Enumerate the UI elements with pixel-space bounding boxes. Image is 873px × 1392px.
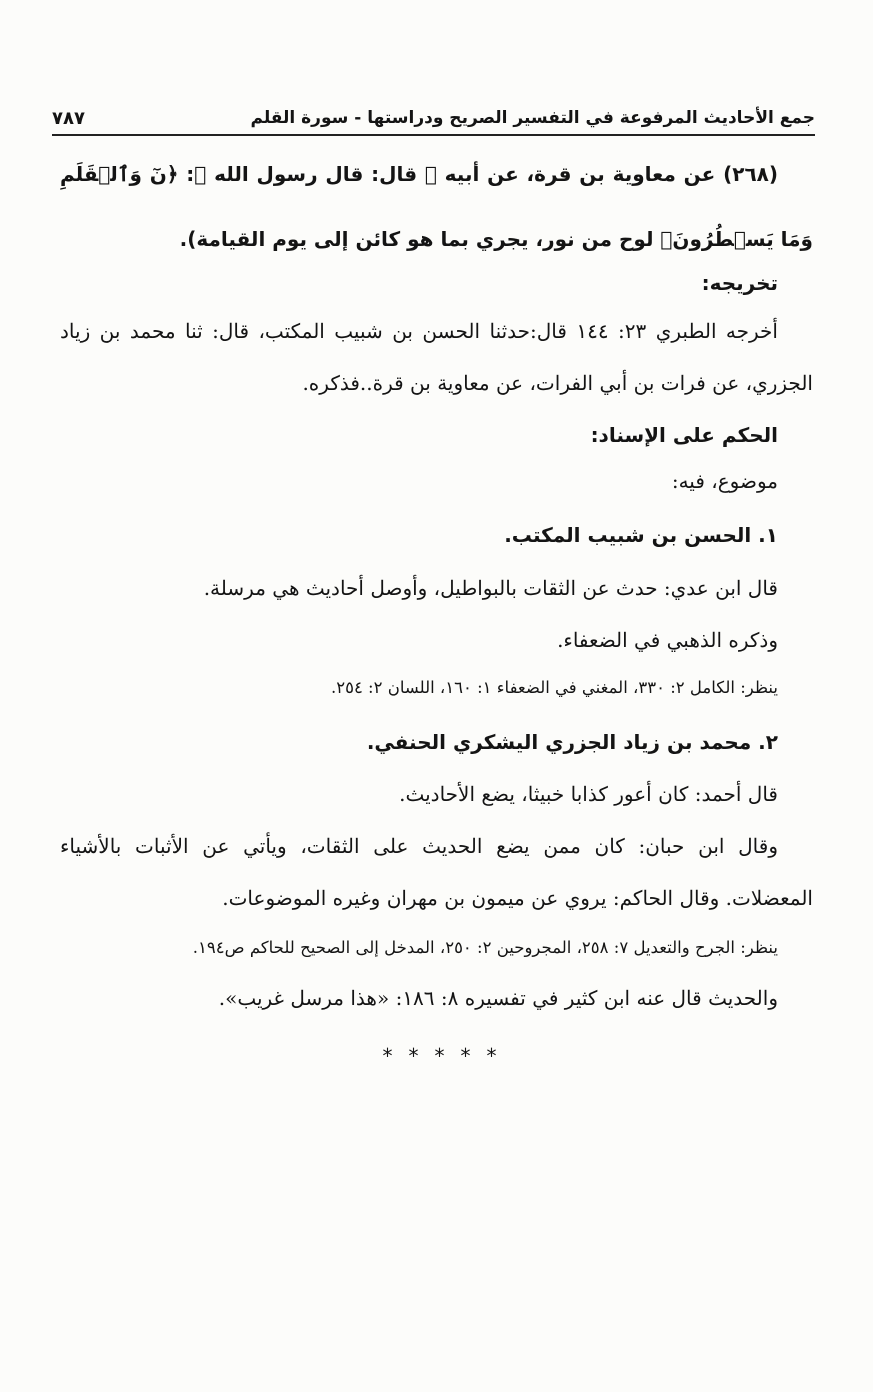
ibn-kathir-quote: والحديث قال عنه ابن كثير في تفسيره ٨: ١٨٦: «هذا مرسل غريب». xyxy=(218,986,778,1010)
page-number: ٧٨٧ xyxy=(52,107,85,129)
ahmad-quote: قال أحمد: كان أعور كذابا خبيثا، يضع الأحاديث. xyxy=(399,782,778,806)
ibn-adi-quote: قال ابن عدي: حدث عن الثقات بالبواطيل، وأوصل أحاديث هي مرسلة. xyxy=(203,576,778,600)
running-header xyxy=(52,102,815,136)
hadith-text-line-2: وَمَا يَسۡطُرُونَ﴾ لوح من نور، يجري بما هو كائن إلى يوم القيامة). xyxy=(179,227,813,251)
header-title: جمع الأحاديث المرفوعة في التفسير الصريح ودراستها - سورة القلم xyxy=(250,108,815,128)
narrator-2: ٢. محمد بن زياد الجزري اليشكري الحنفي. xyxy=(366,730,778,754)
takhrij-heading: تخريجه: xyxy=(701,271,778,295)
reference-2: ينظر: الجرح والتعديل ٧: ٢٥٨، المجروحين ٢: ٢٥٠، المدخل إلى الصحيح للحاكم ص١٩٤. xyxy=(192,938,778,957)
hukm-heading: الحكم على الإسناد: xyxy=(590,423,778,447)
dhahabi-text: وذكره الذهبي في الضعفاء. xyxy=(557,628,778,652)
section-separator: ***** xyxy=(382,1044,513,1068)
reference-1: ينظر: الكامل ٢: ٣٣٠، المغني في الضعفاء ١: ١٦٠، اللسان ٢: ٢٥٤. xyxy=(330,678,778,697)
ibn-hibban-line-2: المعضلات. وقال الحاكم: يروي عن ميمون بن مهران وغيره الموضوعات. xyxy=(222,886,813,910)
grading-text: موضوع، فيه: xyxy=(671,469,778,493)
narrator-1: ١. الحسن بن شبيب المكتب. xyxy=(504,523,778,547)
takhrij-line-2: الجزري، عن فرات بن أبي الفرات، عن معاوية بن قرة..فذكره. xyxy=(302,371,813,395)
takhrij-line-1: أخرجه الطبري ٢٣: ١٤٤ قال:حدثنا الحسن بن شبيب المكتب، قال: ثنا محمد بن زياد xyxy=(60,319,778,343)
hadith-text-line-1: (٢٦٨) عن معاوية بن قرة، عن أبيه ﷺ قال: قال رسول الله ﷺ: ﴿نٓ وَٱلۡقَلَمِ xyxy=(60,162,778,186)
ibn-hibban-line-1: وقال ابن حبان: كان ممن يضع الحديث على الثقات، ويأتي عن الأثبات بالأشياء xyxy=(60,834,778,858)
